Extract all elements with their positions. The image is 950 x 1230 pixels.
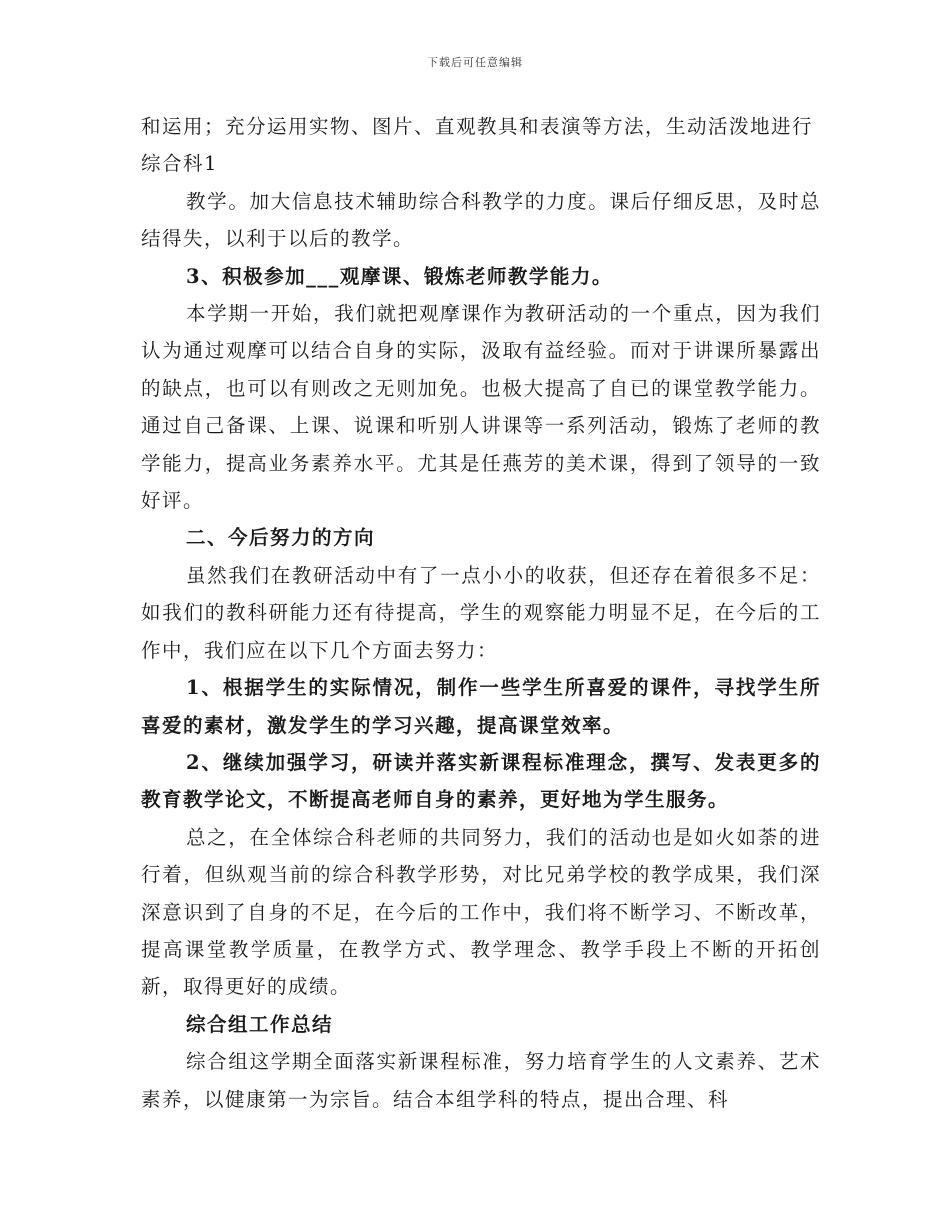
paragraph-shortcomings: 虽然我们在教研活动中有了一点小小的收获，但还存在着很多不足：如我们的教科研能力还有待提高，学生的观察能力明显不足，在今后的工作中，我们应在以下几个方面去努力： [141, 563, 821, 662]
page-header-note: 下载后可任意编辑 [427, 56, 523, 69]
list-item-courseware: 1、根据学生的实际情况，制作一些学生所喜爱的课件，寻找学生所喜爱的素材，激发学生的学习兴趣，提高课堂效率。 [141, 676, 821, 737]
paragraph-group-summary: 综合组这学期全面落实新课程标准，努力培育学生的人文素养、艺术素养，以健康第一为宗旨。结合本组学科的特点，提出合理、科 [141, 1050, 821, 1111]
heading-observation-class: 3、积极参加___观摩课、锻炼老师教学能力。 [186, 264, 613, 288]
paragraph-it-teaching: 教学。加大信息技术辅助综合科教学的力度。课后仔细反思，及时总结得失，以利于以后的教学。 [141, 189, 821, 251]
paragraph-observation-class: 本学期一开始，我们就把观摩课作为教研活动的一个重点，因为我们认为通过观摩可以结合自身的实际，汲取有益经验。而对于讲课所暴露出的缺点，也可以有则改之无则加免。也极大提高了自已的课堂教学能力。通过自己备课、上课、说课和听别人讲课等一系列活动，锻炼了老师的教学能力，提高业务素养水平。尤其是任燕芳的美术课，得到了领导的一致好评。 [141, 302, 821, 513]
paragraph-conclusion: 总之，在全体综合科老师的共同努力，我们的活动也是如火如荼的进行着，但纵观当前的综合科教学形势，对比兄弟学校的教学成果，我们深深意识到了自身的不足，在今后的工作中，我们将不断学习、不断改革，提高课堂教学质量，在教学方式、教学理念、教学手段上不断的开拓创新，取得更好的成绩。 [141, 825, 821, 999]
list-item-study: 2、继续加强学习，研读并落实新课程标准理念，撰写、发表更多的教育教学论文，不断提高老师自身的素养，更好地为学生服务。 [141, 750, 821, 812]
document-body [141, 108, 821, 1118]
heading-group-summary: 综合组工作总结 [186, 1012, 334, 1036]
paragraph-teaching-methods: 和运用；充分运用实物、图片、直观教具和表演等方法，生动活泼地进行综合科1 [141, 115, 814, 176]
heading-future-direction: 二、今后努力的方向 [186, 526, 376, 550]
